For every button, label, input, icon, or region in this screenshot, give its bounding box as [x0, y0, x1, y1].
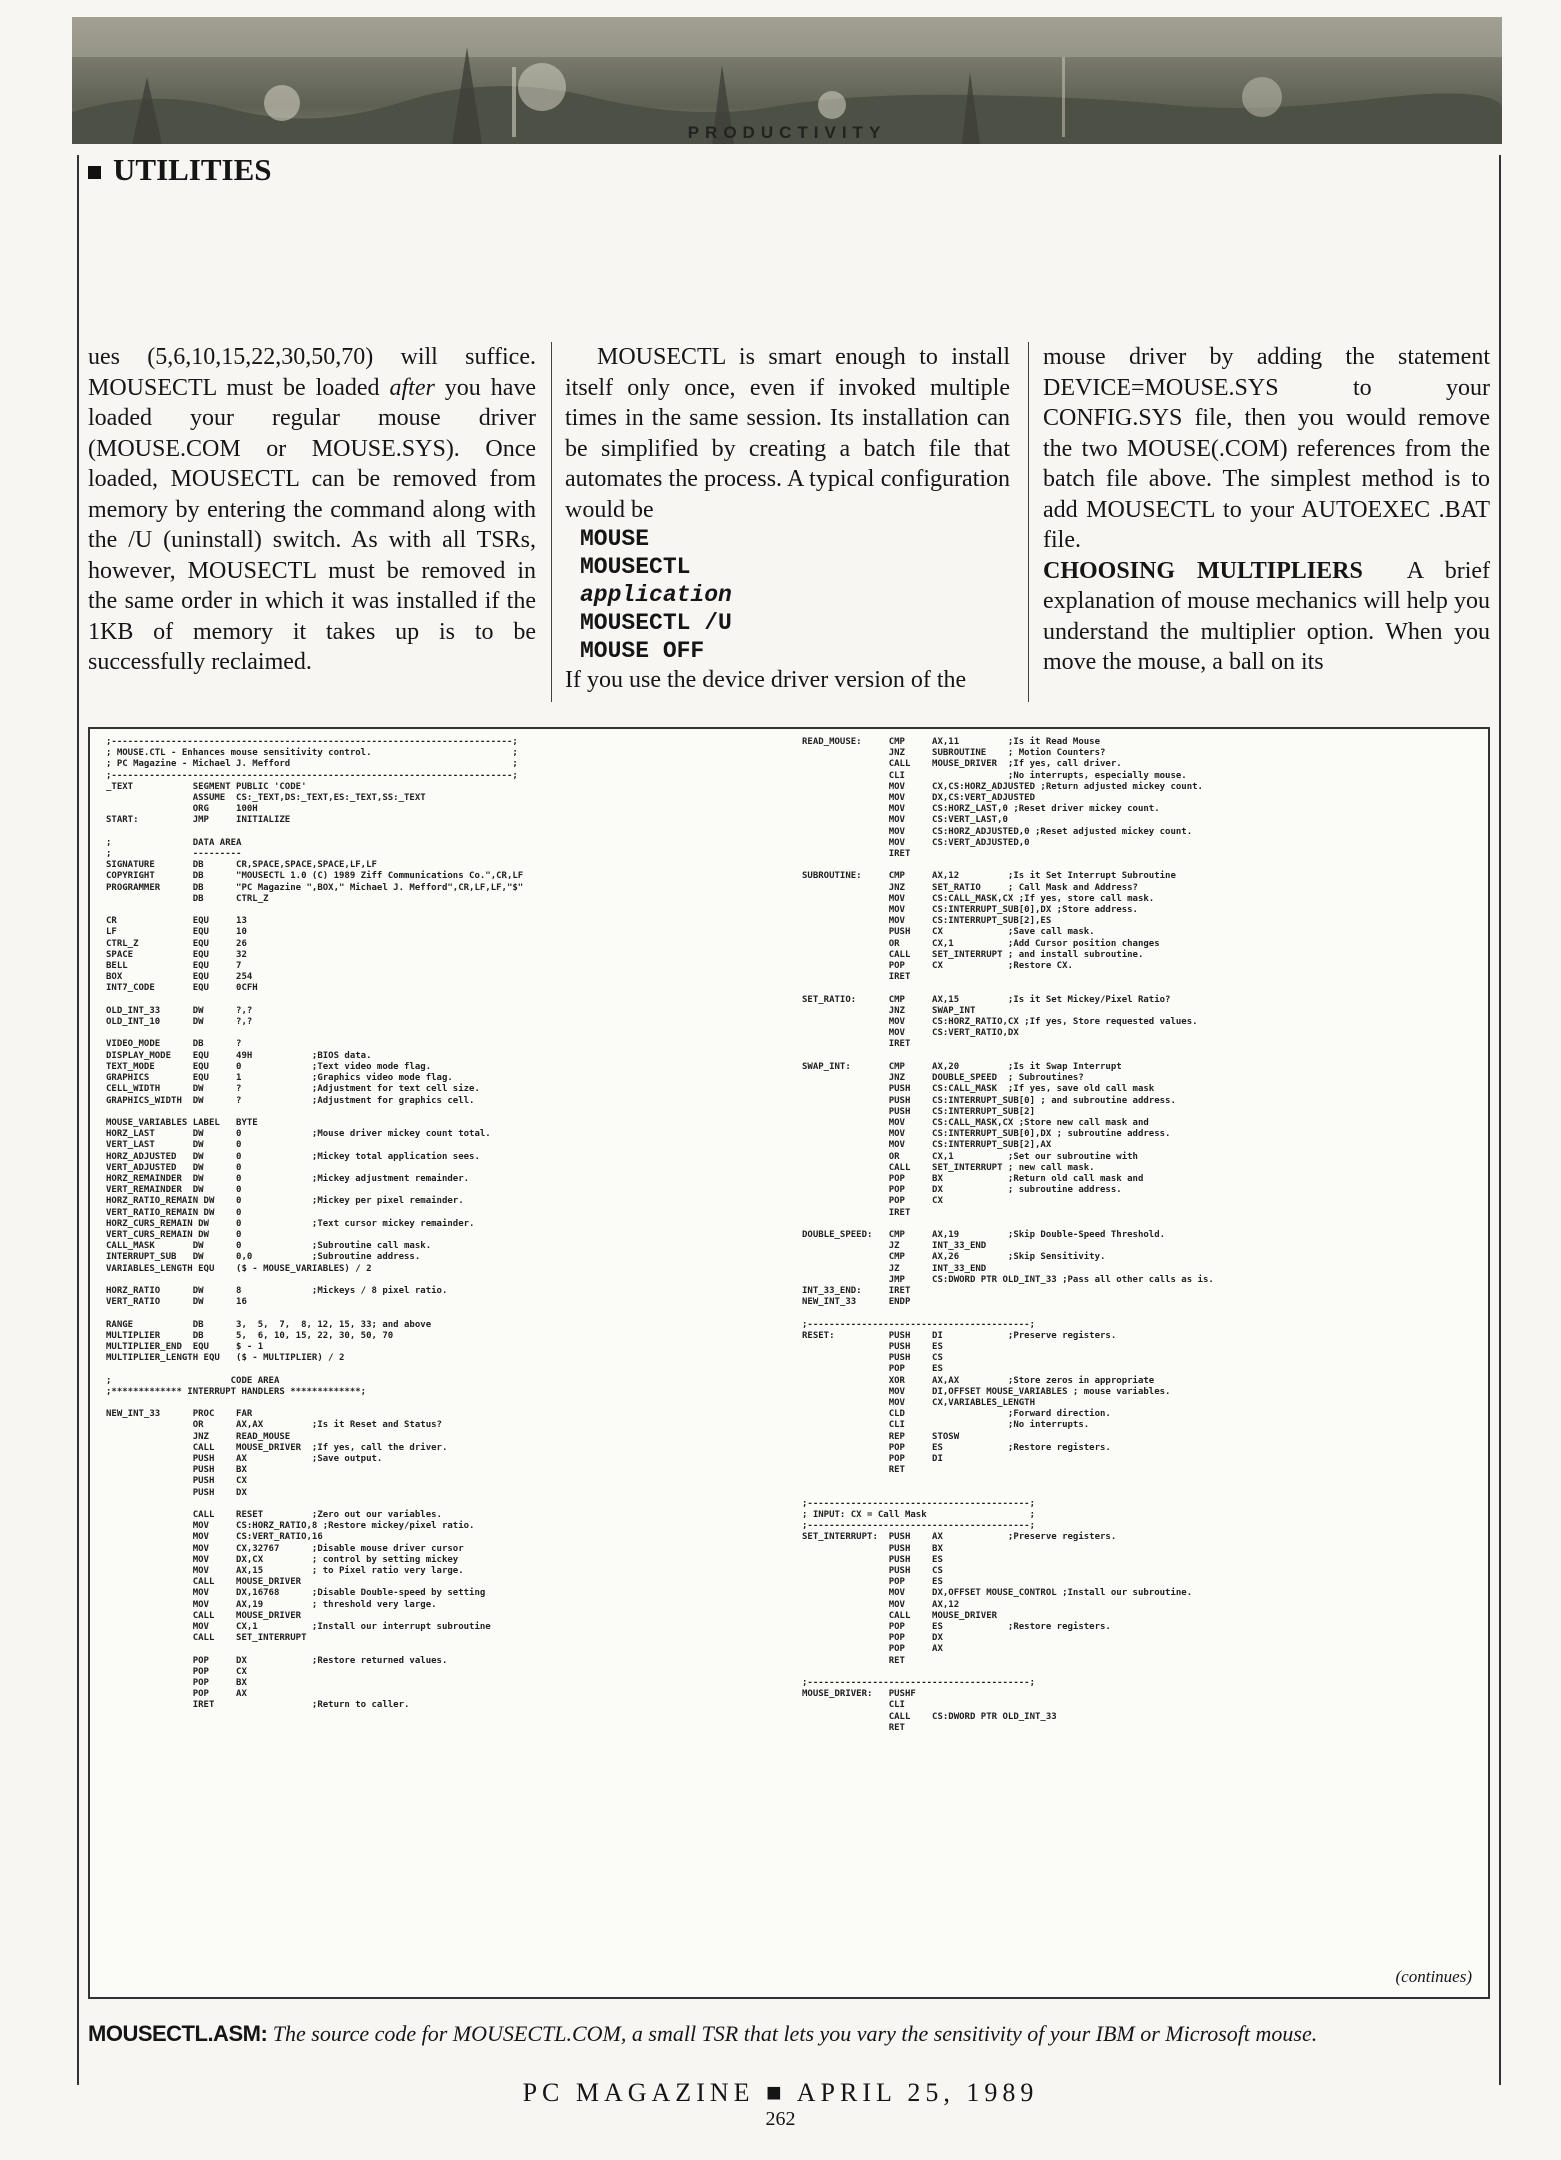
code-line: MULTIPLIER_LENGTH EQU ($ - MULTIPLIER) / 2 [106, 1353, 345, 1364]
code-line: MOV CS:VERT_LAST,0 [802, 815, 1008, 826]
code-line: OR CX,1 ;Add Cursor position changes [802, 938, 1160, 949]
code-line: PUSH AX ;Save output. [106, 1454, 383, 1464]
code-line: RET [802, 1722, 905, 1733]
code-line [106, 1398, 523, 1409]
code-line: JNZ READ_MOUSE [106, 1431, 291, 1442]
code-line: COPYRIGHT DB "MOUSECTL 1.0 (C) 1989 Ziff Communications Co.",CR,LF [106, 871, 524, 882]
column-2-outro: If you use the device driver version of the [565, 667, 967, 693]
code-line: MOV CS:INTERRUPT_SUB[0],DX ;Store address. [802, 905, 1138, 916]
code-line: MOV CS:HORZ_RATIO,8 ;Restore mickey/pixel ratio. [106, 1521, 475, 1532]
code-line: POP ES [802, 1577, 943, 1588]
code-line: HORZ_RATIO DW 8 ;Mickeys / 8 pixel ratio. [106, 1285, 448, 1296]
code-line: VERT_RATIO DW 16 [106, 1297, 247, 1308]
code-line: PUSH BX [106, 1465, 247, 1476]
code-line: POP CX [106, 1666, 247, 1677]
code-line: BOX EQU 254 [106, 972, 253, 983]
code-line: MOV DX,OFFSET MOUSE_CONTROL ;Install our subroutine. [802, 1588, 1193, 1599]
code-line [106, 1644, 523, 1655]
code-listing-right [802, 737, 1214, 1734]
code-line: PUSH BX [802, 1543, 943, 1554]
code-line: MOV CS:VERT_ADJUSTED,0 [802, 837, 1030, 848]
code-line: MOV CS:INTERRUPT_SUB[2],AX [802, 1140, 1052, 1151]
article-column-1 [88, 342, 536, 678]
code-line [106, 905, 523, 916]
code-line: JMP CS:DWORD PTR OLD_INT_33 ;Pass all other calls as is. [802, 1274, 1214, 1285]
code-line: HORZ_CURS_REMAIN DW 0 ;Text cursor mickey remainder. [106, 1218, 475, 1229]
code-line: MOV CX,1 ;Install our interrupt subroutine [106, 1622, 491, 1633]
column-1-text-run: ues (5,6,10,15,22,30,50,70) will suffice. MOUSECTL must be loaded [88, 344, 536, 401]
code-line: CLI ;No interrupts, especially mouse. [802, 770, 1187, 781]
code-line: IRET [802, 1039, 911, 1050]
code-line: MULTIPLIER_END EQU $ - 1 [106, 1341, 264, 1352]
code-line: _TEXT SEGMENT PUBLIC 'CODE' [106, 781, 307, 792]
section-heading [88, 152, 272, 188]
code-line: CALL MOUSE_DRIVER [802, 1610, 998, 1621]
code-line: POP ES ;Restore registers. [802, 1442, 1111, 1453]
code-line: REP STOSW [802, 1431, 960, 1442]
code-line [802, 860, 1214, 871]
code-line: ;-----------------------------------------; [802, 1319, 1035, 1330]
column-3-paragraph-2 [1043, 556, 1490, 678]
code-line: POP ES [802, 1364, 943, 1375]
code-line: CALL MOUSE_DRIVER ;If yes, call the driver. [106, 1442, 448, 1453]
code-line: TEXT_MODE EQU 0 ;Text video mode flag. [106, 1061, 432, 1072]
code-line: ;************* INTERRUPT HANDLERS *************; [106, 1386, 367, 1397]
code-line: POP DI [802, 1454, 943, 1464]
code-line: PUSH ES [802, 1554, 943, 1565]
code-line [802, 1219, 1214, 1230]
code-line: START: JMP INITIALIZE [106, 815, 291, 826]
code-line: PUSH DX [106, 1487, 247, 1498]
code-line: MOUSE_DRIVER: PUSHF [802, 1689, 916, 1700]
code-line: POP CX ;Restore CX. [802, 961, 1073, 972]
code-line [106, 1028, 523, 1039]
code-line: ; MOUSE.CTL - Enhances mouse sensitivity control. ; [106, 748, 518, 759]
code-line: MOV CS:HORZ_LAST,0 ;Reset driver mickey count. [802, 804, 1160, 815]
column-1-paragraph [88, 342, 536, 678]
section-title: UTILITIES [113, 152, 272, 187]
code-line: BELL EQU 7 [106, 961, 242, 972]
code-line: CALL MOUSE_DRIVER [106, 1610, 302, 1621]
left-rule [77, 155, 79, 2085]
code-line: SIGNATURE DB CR,SPACE,SPACE,SPACE,LF,LF [106, 860, 377, 871]
article-column-2 [565, 342, 1010, 696]
code-line: IRET [802, 849, 911, 860]
code-line: ;-----------------------------------------; [802, 1521, 1035, 1532]
code-listing-left [106, 737, 523, 1712]
code-line: MOV CS:VERT_RATIO,16 [106, 1532, 323, 1543]
code-line: MOV CS:HORZ_ADJUSTED,0 ;Reset adjusted mickey count. [802, 826, 1193, 837]
code-line: CMP AX,26 ;Skip Sensitivity. [802, 1252, 1106, 1263]
code-line: HORZ_ADJUSTED DW 0 ;Mickey total application sees. [106, 1151, 480, 1162]
code-line: VERT_ADJUSTED DW 0 [106, 1162, 242, 1173]
code-line: MOV CS:VERT_RATIO,DX [802, 1028, 1019, 1039]
code-line: SPACE EQU 32 [106, 949, 247, 960]
code-line: MOV DX,16768 ;Disable Double-speed by setting [106, 1588, 486, 1599]
bullet-square-icon [88, 166, 101, 179]
column-3-paragraph-1: mouse driver by adding the statement DEVICE=MOUSE.SYS to your CONFIG.SYS file, then you would remove the two MOUSE(.COM) references from the batch file above. The simplest method is to add MOUSECTL to your AUTOEXEC .BAT file. [1043, 344, 1490, 553]
caption-label: MOUSECTL.ASM: [88, 2021, 268, 2046]
code-line: MOV CS:INTERRUPT_SUB[0],DX ; subroutine address. [802, 1129, 1171, 1140]
right-rule [1499, 155, 1501, 2085]
page-number: 262 [765, 2108, 796, 2130]
code-line: ;-----------------------------------------; [802, 1498, 1035, 1509]
code-line: CALL MOUSE_DRIVER [106, 1577, 302, 1588]
code-line [106, 1364, 523, 1375]
code-line: INT7_CODE EQU 0CFH [106, 983, 258, 994]
code-line: LF EQU 10 [106, 927, 247, 938]
code-line: MOV CX,VARIABLES_LENGTH [802, 1397, 1035, 1408]
column-1-text-run: you have loaded your regular mouse driver (MOUSE.COM or MOUSE.SYS). Once loaded, MOUSECTL can be removed from memory by entering the command along with the /U (uninstall) switch. As with all TSRs, however, MOUSECTL must be removed in the same order in which it was installed if the 1KB of memory it takes up is to be successfully reclaimed. [88, 374, 537, 675]
code-line: PUSH CX [106, 1476, 247, 1487]
code-line: MOV CS:CALL_MASK,CX ;Store new call mask and [802, 1117, 1149, 1128]
code-line: DISPLAY_MODE EQU 49H ;BIOS data. [106, 1050, 372, 1061]
code-line: OLD_INT_10 DW ?,? [106, 1017, 253, 1028]
continues-note: (continues) [1395, 1967, 1472, 1986]
code-line: MULTIPLIER DB 5, 6, 10, 15, 22, 30, 50, 70 [106, 1330, 394, 1341]
code-line: CALL CS:DWORD PTR OLD_INT_33 [802, 1711, 1057, 1722]
figure-caption [88, 2021, 1317, 2047]
code-line: MOV AX,19 ; threshold very large. [106, 1599, 437, 1610]
code-line: XOR AX,AX ;Store zeros in appropriate [802, 1375, 1155, 1386]
code-line: ; INPUT: CX = Call Mask ; [802, 1510, 1035, 1521]
batch-line: MOUSE OFF [580, 638, 705, 664]
article-column-3 [1043, 342, 1490, 678]
code-line: HORZ_RATIO_REMAIN DW 0 ;Mickey per pixel remainder. [106, 1196, 464, 1207]
batch-line: MOUSECTL [580, 554, 691, 580]
code-line: POP DX ; subroutine address. [802, 1185, 1122, 1196]
code-line: POP DX [802, 1633, 943, 1644]
code-line: RET [802, 1465, 905, 1476]
code-line: CELL_WIDTH DW ? ;Adjustment for text cell size. [106, 1084, 480, 1095]
code-line: JNZ SUBROUTINE ; Motion Counters? [802, 748, 1106, 759]
code-line: PUSH ES [802, 1341, 943, 1352]
code-line: ; --------- [106, 849, 242, 860]
batch-line: MOUSE [580, 526, 650, 552]
code-line: CALL SET_INTERRUPT ; new call mask. [802, 1162, 1095, 1173]
code-line: VIDEO_MODE DB ? [106, 1039, 242, 1050]
code-line: CR EQU 13 [106, 916, 247, 927]
code-line: HORZ_REMAINDER DW 0 ;Mickey adjustment remainder. [106, 1173, 470, 1184]
code-line [106, 1275, 523, 1286]
code-line: INT_33_END: IRET [802, 1285, 911, 1296]
subheading-choosing-multipliers: CHOOSING MULTIPLIERS [1043, 557, 1363, 584]
code-line: ; DATA AREA [106, 837, 242, 848]
code-line [106, 1499, 523, 1510]
banner-label: PRODUCTIVITY [687, 123, 887, 142]
code-line: VERT_CURS_REMAIN DW 0 [106, 1229, 242, 1240]
code-line: ; PC Magazine - Michael J. Mefford ; [106, 759, 518, 770]
code-line: OLD_INT_33 DW ?,? [106, 1005, 253, 1016]
code-line [106, 1107, 523, 1118]
code-line: SWAP_INT: CMP AX,20 ;Is it Swap Interrupt [802, 1061, 1122, 1072]
batch-file-example [580, 525, 1010, 665]
code-line: IRET [802, 972, 911, 983]
column-3-paragraph-2-text: A brief explanation of mouse mechanics will help you understand the multiplier option. When you move the mouse, a ball on its [1043, 557, 1491, 675]
code-line: GRAPHICS EQU 1 ;Graphics video mode flag. [106, 1073, 453, 1084]
column-2-intro: MOUSECTL is smart enough to install itself only once, even if invoked multiple times in the same session. Its installation can be simplified by creating a batch file that automates the process. A typical configuration would be [565, 344, 1010, 523]
code-line: POP DX ;Restore returned values. [106, 1655, 448, 1666]
code-line: PUSH CS:INTERRUPT_SUB[0] ; and subroutine address. [802, 1095, 1176, 1106]
code-line: CALL SET_INTERRUPT [106, 1633, 307, 1644]
code-line: PUSH CS:INTERRUPT_SUB[2] [802, 1106, 1035, 1117]
header-banner [72, 17, 1502, 144]
code-line: ; CODE AREA [106, 1375, 280, 1386]
code-line: CALL MOUSE_DRIVER ;If yes, call driver. [802, 759, 1122, 770]
code-line: VERT_RATIO_REMAIN DW 0 [106, 1207, 242, 1218]
code-line [802, 983, 1214, 994]
code-line: MOV CS:CALL_MASK,CX ;If yes, store call mask. [802, 893, 1155, 904]
code-line: ASSUME CS:_TEXT,DS:_TEXT,ES:_TEXT,SS:_TEXT [106, 793, 426, 804]
code-line: RESET: PUSH DI ;Preserve registers. [802, 1330, 1117, 1341]
code-line: VERT_LAST DW 0 [106, 1140, 242, 1151]
code-line: MOV CX,CS:HORZ_ADJUSTED ;Return adjusted mickey count. [802, 781, 1203, 792]
code-line [106, 995, 523, 1006]
code-line: NEW_INT_33 PROC FAR [106, 1409, 253, 1420]
code-line: MOV DI,OFFSET MOUSE_VARIABLES ; mouse variables. [802, 1386, 1171, 1397]
code-line: ;--------------------------------------------------------------------------; [106, 737, 518, 747]
code-line: PUSH CX ;Save call mask. [802, 927, 1095, 938]
code-line: PUSH CS:CALL_MASK ;If yes, save old call mask [802, 1084, 1155, 1095]
code-line: VERT_REMAINDER DW 0 [106, 1185, 242, 1196]
code-line: POP CX [802, 1196, 943, 1207]
code-line: SET_INTERRUPT: PUSH AX ;Preserve registers. [802, 1532, 1117, 1543]
code-line: POP ES ;Restore registers. [802, 1622, 1111, 1633]
code-line: JNZ SWAP_INT [802, 1005, 976, 1016]
code-line: MOV CS:HORZ_RATIO,CX ;If yes, Store requested values. [802, 1017, 1198, 1028]
code-line: ;--------------------------------------------------------------------------; [106, 770, 518, 781]
code-line: POP BX ;Return old call mask and [802, 1173, 1144, 1184]
code-line [106, 827, 523, 838]
code-line: PUSH CS [802, 1566, 943, 1577]
code-line: PUSH CS [802, 1353, 943, 1364]
code-line: JZ INT_33_END [802, 1241, 987, 1252]
code-line: MOV AX,15 ; to Pixel ratio very large. [106, 1566, 464, 1577]
code-line: MOV DX,CS:VERT_ADJUSTED [802, 793, 1035, 804]
code-line: POP AX [802, 1644, 943, 1655]
code-line: CLI [802, 1700, 905, 1711]
column-divider-2 [1028, 342, 1029, 702]
code-line: CLD ;Forward direction. [802, 1409, 1111, 1420]
code-line: MOV DX,CX ; control by setting mickey [106, 1554, 459, 1565]
code-line [106, 1308, 523, 1319]
footer-magazine: PC MAGAZINE ■ APRIL 25, 1989 [522, 2078, 1039, 2107]
caption-text: The source code for MOUSECTL.COM, a small TSR that lets you vary the sensitivity of your IBM or Microsoft mouse. [267, 2021, 1318, 2046]
code-line: RET [802, 1655, 905, 1666]
code-line: INTERRUPT_SUB DW 0,0 ;Subroutine address. [106, 1252, 421, 1263]
code-line: POP BX [106, 1678, 247, 1689]
code-line: RANGE DB 3, 5, 7, 8, 12, 15, 33; and above [106, 1319, 432, 1330]
code-line: MOV AX,12 [802, 1599, 960, 1610]
column-1-text-run: after [389, 374, 435, 401]
code-line: ORG 100H [106, 804, 258, 815]
code-line: CLI ;No interrupts. [802, 1420, 1090, 1431]
code-line: OR CX,1 ;Set our subroutine with [802, 1151, 1138, 1162]
code-line: SET_RATIO: CMP AX,15 ;Is it Set Mickey/Pixel Ratio? [802, 994, 1171, 1005]
code-line: CALL_MASK DW 0 ;Subroutine call mask. [106, 1241, 432, 1252]
code-line [802, 1488, 1214, 1499]
code-line: JNZ DOUBLE_SPEED ; Subroutines? [802, 1073, 1084, 1084]
code-line [802, 1308, 1214, 1319]
code-line: READ_MOUSE: CMP AX,11 ;Is it Read Mouse [802, 737, 1101, 747]
code-line: IRET ;Return to caller. [106, 1700, 410, 1711]
code-line: HORZ_LAST DW 0 ;Mouse driver mickey count total. [106, 1129, 491, 1140]
code-line: OR AX,AX ;Is it Reset and Status? [106, 1420, 442, 1431]
batch-line: MOUSECTL /U [580, 610, 732, 636]
code-line: MOV CS:INTERRUPT_SUB[2],ES [802, 916, 1052, 927]
code-line: ;-----------------------------------------; [802, 1678, 1035, 1689]
code-line: POP AX [106, 1689, 247, 1700]
code-line: DB CTRL_Z [106, 893, 269, 904]
code-listing-box [88, 727, 1490, 1999]
code-line: NEW_INT_33 ENDP [802, 1297, 911, 1308]
code-line: CTRL_Z EQU 26 [106, 938, 247, 949]
code-line: VARIABLES_LENGTH EQU ($ - MOUSE_VARIABLES) / 2 [106, 1263, 372, 1274]
code-line [802, 1667, 1214, 1678]
code-line: CALL RESET ;Zero out our variables. [106, 1510, 442, 1521]
code-line: PROGRAMMER DB "PC Magazine ",BOX," Michael J. Mefford",CR,LF,LF,"$" [106, 882, 524, 893]
batch-line: application [580, 582, 732, 608]
code-line [802, 1476, 1214, 1487]
code-line [802, 1051, 1214, 1062]
code-line: IRET [802, 1207, 911, 1218]
code-line: CALL SET_INTERRUPT ; and install subroutine. [802, 949, 1144, 960]
code-line: SUBROUTINE: CMP AX,12 ;Is it Set Interrupt Subroutine [802, 871, 1176, 882]
code-line: DOUBLE_SPEED: CMP AX,19 ;Skip Double-Speed Threshold. [802, 1229, 1166, 1240]
code-line: MOV CX,32767 ;Disable mouse driver cursor [106, 1543, 464, 1554]
column-divider-1 [551, 342, 552, 702]
code-line: JNZ SET_RATIO ; Call Mask and Address? [802, 882, 1138, 893]
code-line: MOUSE_VARIABLES LABEL BYTE [106, 1117, 258, 1128]
code-line: GRAPHICS_WIDTH DW ? ;Adjustment for graphics cell. [106, 1095, 475, 1106]
code-line: JZ INT_33_END [802, 1263, 987, 1274]
